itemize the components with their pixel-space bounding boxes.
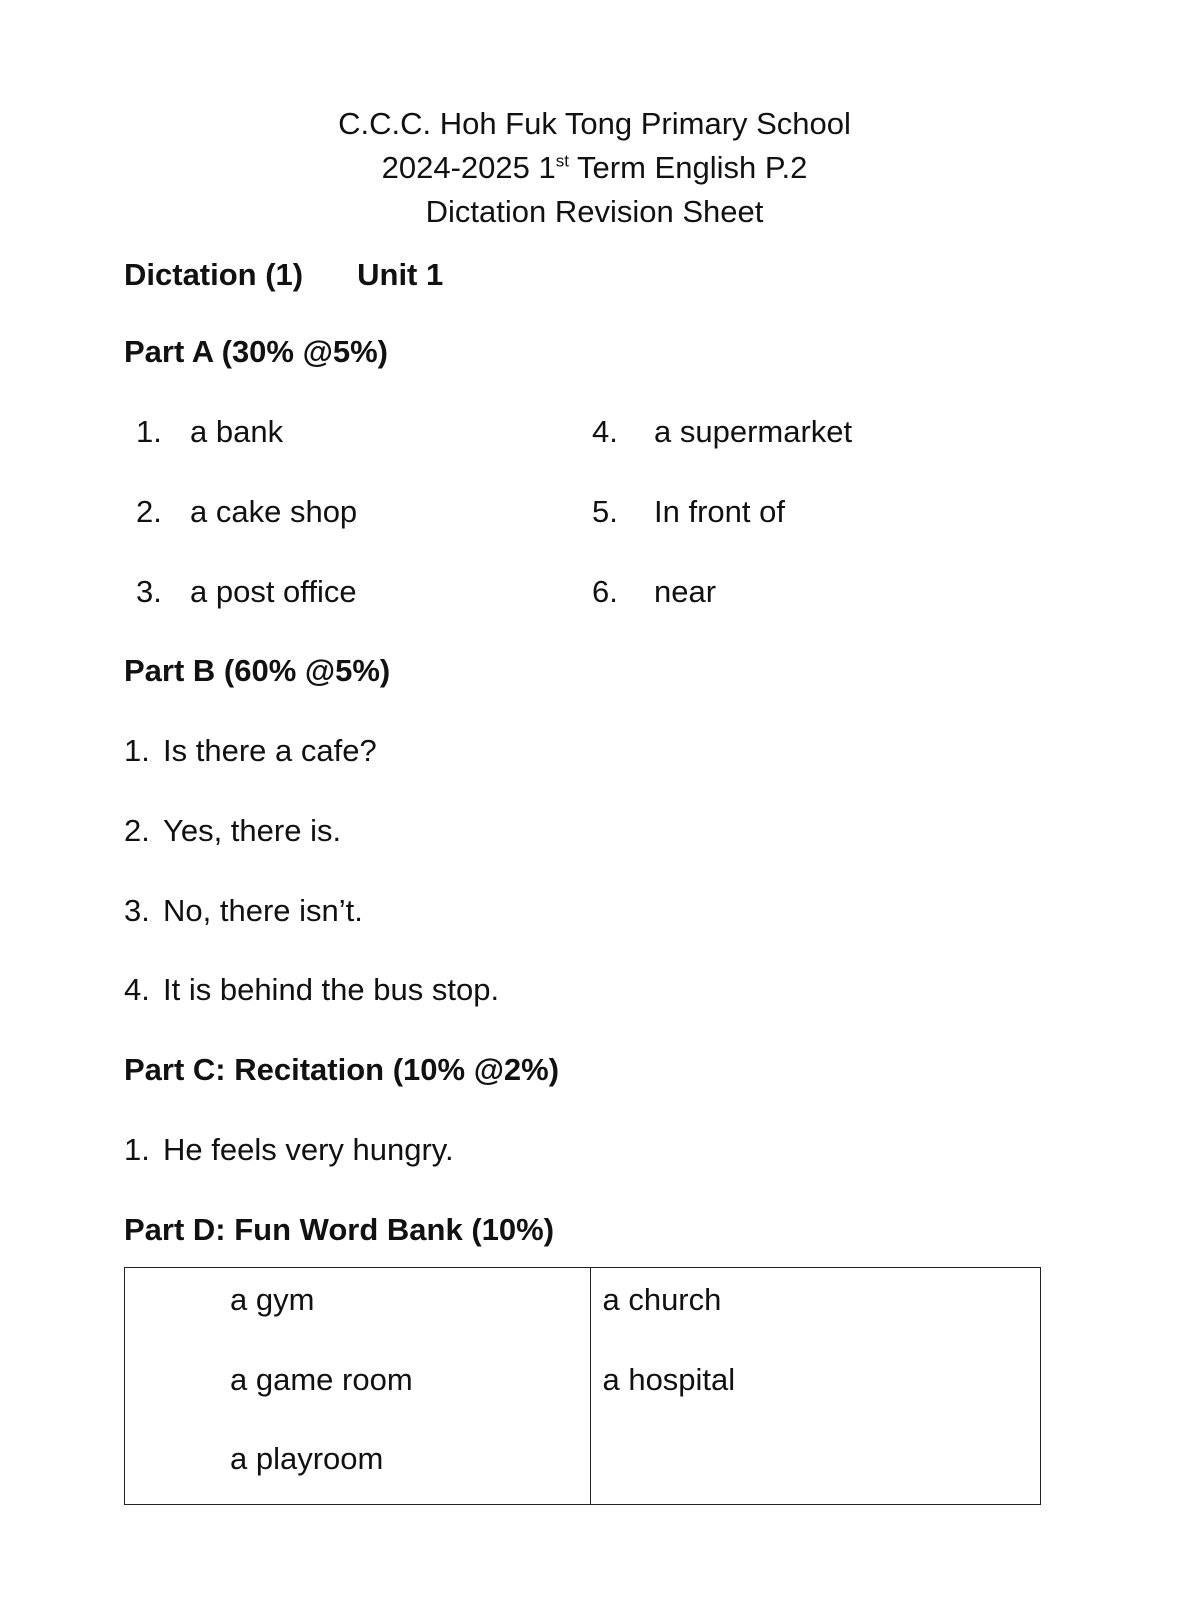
sheet-title: Dictation Revision Sheet: [425, 194, 764, 229]
item-text: In front of: [654, 494, 785, 529]
dictation-label: Dictation (1): [124, 257, 304, 292]
item-number: 4.: [592, 414, 618, 449]
part-a-item-6: [592, 572, 716, 612]
item-text: near: [654, 574, 717, 609]
item-number: 6.: [592, 574, 618, 609]
item-text: Is there a cafe?: [163, 733, 377, 768]
part-c-item-1: [124, 1130, 454, 1170]
word-bank-right-cell: [591, 1268, 1041, 1505]
item-text: a bank: [190, 414, 284, 449]
part-a-item-5: [592, 492, 785, 532]
item-text: a post office: [190, 574, 357, 609]
word-bank-word: a gym: [230, 1282, 315, 1317]
part-a-item-3: [136, 572, 357, 612]
word-bank-word: a playroom: [230, 1441, 384, 1476]
item-text: a supermarket: [654, 414, 853, 449]
part-a-item-4: [592, 412, 852, 452]
item-number: 5.: [592, 494, 618, 529]
word-bank-table: [124, 1267, 1041, 1505]
item-text: Yes, there is.: [163, 813, 342, 848]
part-b-heading: Part B (60% @5%): [124, 653, 391, 688]
term-line: [0, 146, 1189, 190]
item-text: It is behind the bus stop.: [163, 972, 500, 1007]
item-number: 3.: [136, 574, 162, 609]
word-bank-word: a church: [602, 1282, 722, 1317]
part-a-heading: Part A (30% @5%): [124, 334, 388, 369]
item-number: 2.: [124, 813, 150, 848]
item-number: 3.: [124, 893, 150, 928]
item-number: 4.: [124, 972, 150, 1007]
item-number: 1.: [124, 733, 150, 768]
part-c-heading: Part C: Recitation (10% @2%): [124, 1052, 560, 1087]
part-a-item-1: [136, 412, 283, 452]
dictation-heading: [124, 255, 443, 295]
school-name: C.C.C. Hoh Fuk Tong Primary School: [338, 106, 851, 141]
part-d-heading: Part D: Fun Word Bank (10%): [124, 1212, 555, 1247]
item-text: a cake shop: [190, 494, 358, 529]
part-b-item-3: [124, 891, 363, 931]
item-text: He feels very hungry.: [163, 1132, 454, 1167]
part-b-item-4: [124, 970, 499, 1010]
item-text: No, there isn’t.: [163, 893, 363, 928]
item-number: 2.: [136, 494, 162, 529]
term-ordinal-suffix: st: [555, 151, 569, 171]
item-number: 1.: [124, 1132, 150, 1167]
word-bank-left-cell: [125, 1268, 591, 1505]
part-a-item-2: [136, 492, 357, 532]
word-bank-word: a game room: [230, 1362, 413, 1397]
term-prefix: 2024-2025 1: [381, 150, 556, 185]
part-b-item-2: [124, 811, 341, 851]
item-number: 1.: [136, 414, 162, 449]
document-header: [0, 102, 1189, 234]
part-b-item-1: [124, 731, 377, 771]
word-bank-word: a hospital: [602, 1362, 736, 1397]
term-suffix: Term English P.2: [568, 150, 808, 185]
unit-label: Unit 1: [357, 257, 444, 292]
